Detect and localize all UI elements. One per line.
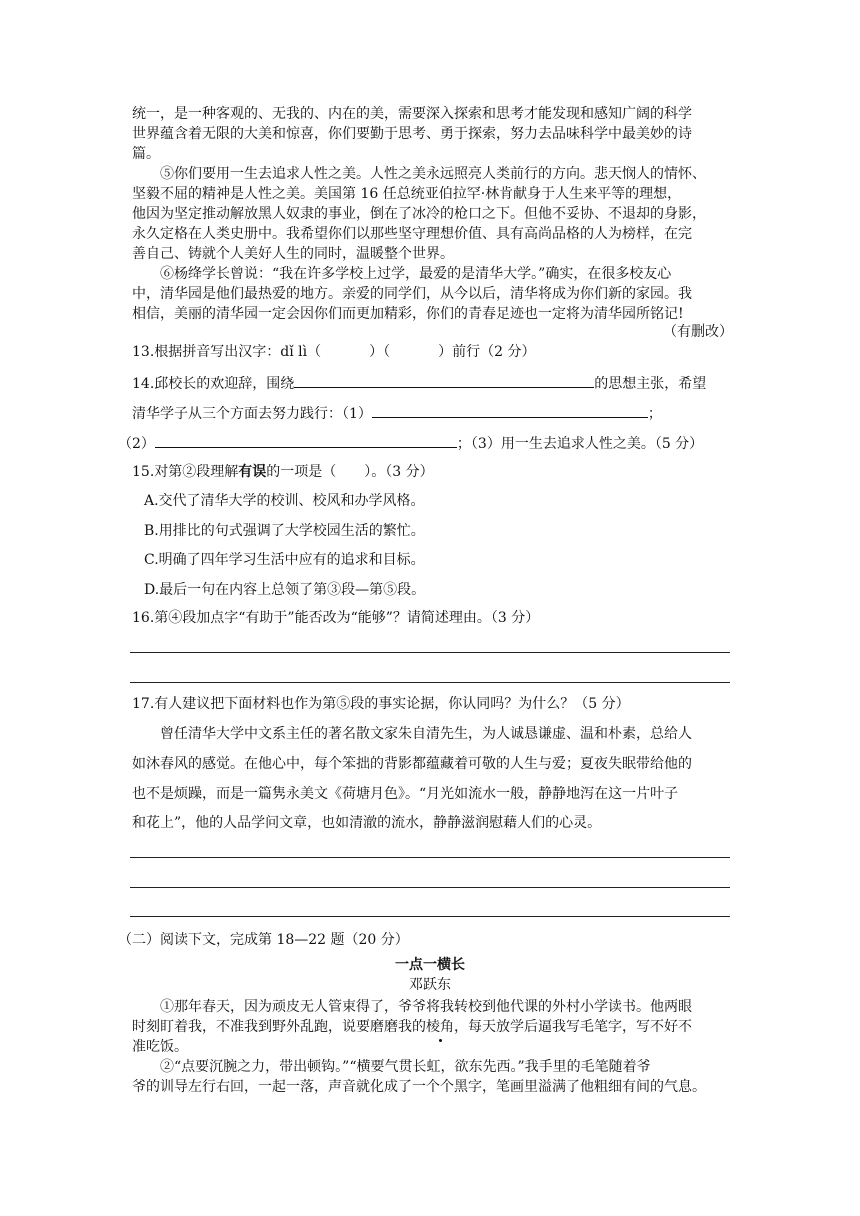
question-14-line2 (132, 402, 662, 424)
article-line (132, 1017, 692, 1037)
article-line: 爷的训导左行右回，一起一落，声音就化成了一个个黑字，笔画里溢满了他粗细有间的气息。 (132, 1079, 706, 1095)
question-17: 17.有人建议把下面材料也作为第⑤段的事实论据，你认同吗？为什么？（5 分） (132, 696, 630, 712)
answer-line[interactable] (130, 887, 730, 888)
option-d[interactable]: D.最后一句在内容上总领了第③段—第⑤段。 (144, 582, 426, 598)
q14-stem: 14.邱校长的欢迎辞，围绕 (132, 376, 295, 392)
emphasized-word: 棱角 (426, 1019, 454, 1035)
answer-blank[interactable] (372, 402, 648, 418)
article-title: 一点一横长 (395, 957, 465, 973)
article-text: 时刻盯着我，不准我到野外乱跑，说要磨磨我的 (132, 1019, 426, 1035)
passage-line: 善自己、铸就个人美好人生的同时，温暖整个世界。 (132, 246, 454, 262)
material-line: 也不是烦躁，而是一篇隽永美文《荷塘月色》。“月光如流水一般，静静地泻在这一片叶子 (132, 786, 679, 802)
option-a[interactable]: A.交代了清华大学的校训、校风和办学风格。 (144, 493, 425, 509)
passage-line: 永久定格在人类史册中。我希望你们以那些坚守理想价值、具有高尚品格的人为榜样，在完 (132, 226, 692, 242)
q15-stem: 的一项是（ ）。（3 分） (266, 464, 434, 480)
question-14-line3 (118, 432, 703, 454)
answer-line[interactable] (130, 857, 730, 858)
answer-line[interactable] (130, 916, 730, 917)
q15-stem: 15.对第②段理解 (132, 464, 239, 480)
passage-line: 中，清华园是他们最热爱的地方。亲爱的同学们，从今以后，清华将成为你们新的家园。我 (132, 286, 692, 302)
source-note: （有删改） (663, 324, 733, 340)
question-15 (132, 462, 434, 482)
section-2-header: （二）阅读下文，完成第 18—22 题（20 分） (118, 932, 409, 948)
q14-text: 清华学子从三个方面去努力践行：（1） (132, 406, 372, 422)
q14-text: 的思想主张，希望 (594, 376, 707, 392)
q13-tail: ）前行（2 分） (438, 344, 536, 360)
option-b[interactable]: B.用排比的句式强调了大学校园生活的繁忙。 (144, 523, 425, 539)
q13-mid: ）（ (369, 344, 391, 360)
article-author: 邓跃东 (409, 977, 451, 993)
option-c[interactable]: C.明确了四年学习生活中应有的追求和目标。 (144, 552, 425, 568)
material-line: 和花上”，他的人品学问文章，也如清澈的流水，静静滋润慰藉人们的心灵。 (132, 815, 602, 831)
article-line: ②“点要沉腕之力，带出顿钩。”“横要气贯长虹，欲东先西。”我手里的毛笔随着爷 (160, 1059, 651, 1075)
passage-line: 相信，美丽的清华园一定会因你们而更加精彩，你们的青春足迹也一定将为清华园所铭记! (132, 306, 684, 322)
passage-line: 坚毅不屈的精神是人性之美。美国第 16 任总统亚伯拉罕·林肯献身于人生来平等的理想， (132, 186, 682, 202)
passage-line: ⑤你们要用一生去追求人性之美。人性之美永远照亮人类前行的方向。悲天悯人的情怀、 (160, 166, 706, 182)
question-13 (132, 342, 535, 362)
passage-line: ⑥杨绛学长曾说：“我在许多学校上过学，最爱的是清华大学。”确实，在很多校友心 (160, 266, 672, 282)
passage-line: 他因为坚定推动解放黑人奴隶的事业，倒在了冰冷的枪口之下。但他不妥协、不退却的身影， (132, 206, 706, 222)
answer-line[interactable] (130, 682, 730, 683)
material-line: 曾任清华大学中文系主任的著名散文家朱自清先生，为人诚恳谦虚、温和朴素，总给人 (160, 726, 692, 742)
answer-line[interactable] (130, 652, 730, 653)
passage-line: 统一，是一种客观的、无我的、内在的美，需要深入探索和思考才能发现和感知广阔的科学 (132, 106, 692, 122)
article-text: ，每天放学后逼我写毛笔字，写不好不 (454, 1019, 692, 1035)
passage-line: 世界蕴含着无限的大美和惊喜，你们要勤于思考、勇于探索，努力去品味科学中最美妙的诗 (132, 126, 692, 142)
answer-blank[interactable] (155, 432, 457, 448)
article-line: ①那年春天，因为顽皮无人管束得了，爷爷将我转校到他代课的外村小学读书。他两眼 (160, 999, 692, 1015)
article-line: 准吃饭。 (132, 1039, 188, 1055)
q13-stem: 13.根据拼音写出汉字：dǐ lì（ (132, 344, 322, 360)
passage-line: 篇。 (132, 146, 160, 162)
question-16: 16.第④段加点字“有助于”能否改为“能够”？请简述理由。（3 分） (132, 610, 540, 626)
answer-blank[interactable] (294, 372, 594, 388)
question-14-line1 (132, 372, 706, 394)
q15-emphasis: 有误 (238, 464, 267, 480)
material-line: 如沐春风的感觉。在他心中，每个笨拙的背影都蕴藏着可敬的人生与爱；夏夜失眠带给他的 (132, 756, 692, 772)
q14-text: （2） (118, 436, 155, 452)
q14-text: ；（3）用一生去追求人性之美。（5 分） (456, 436, 704, 452)
q14-text: ； (647, 406, 662, 422)
